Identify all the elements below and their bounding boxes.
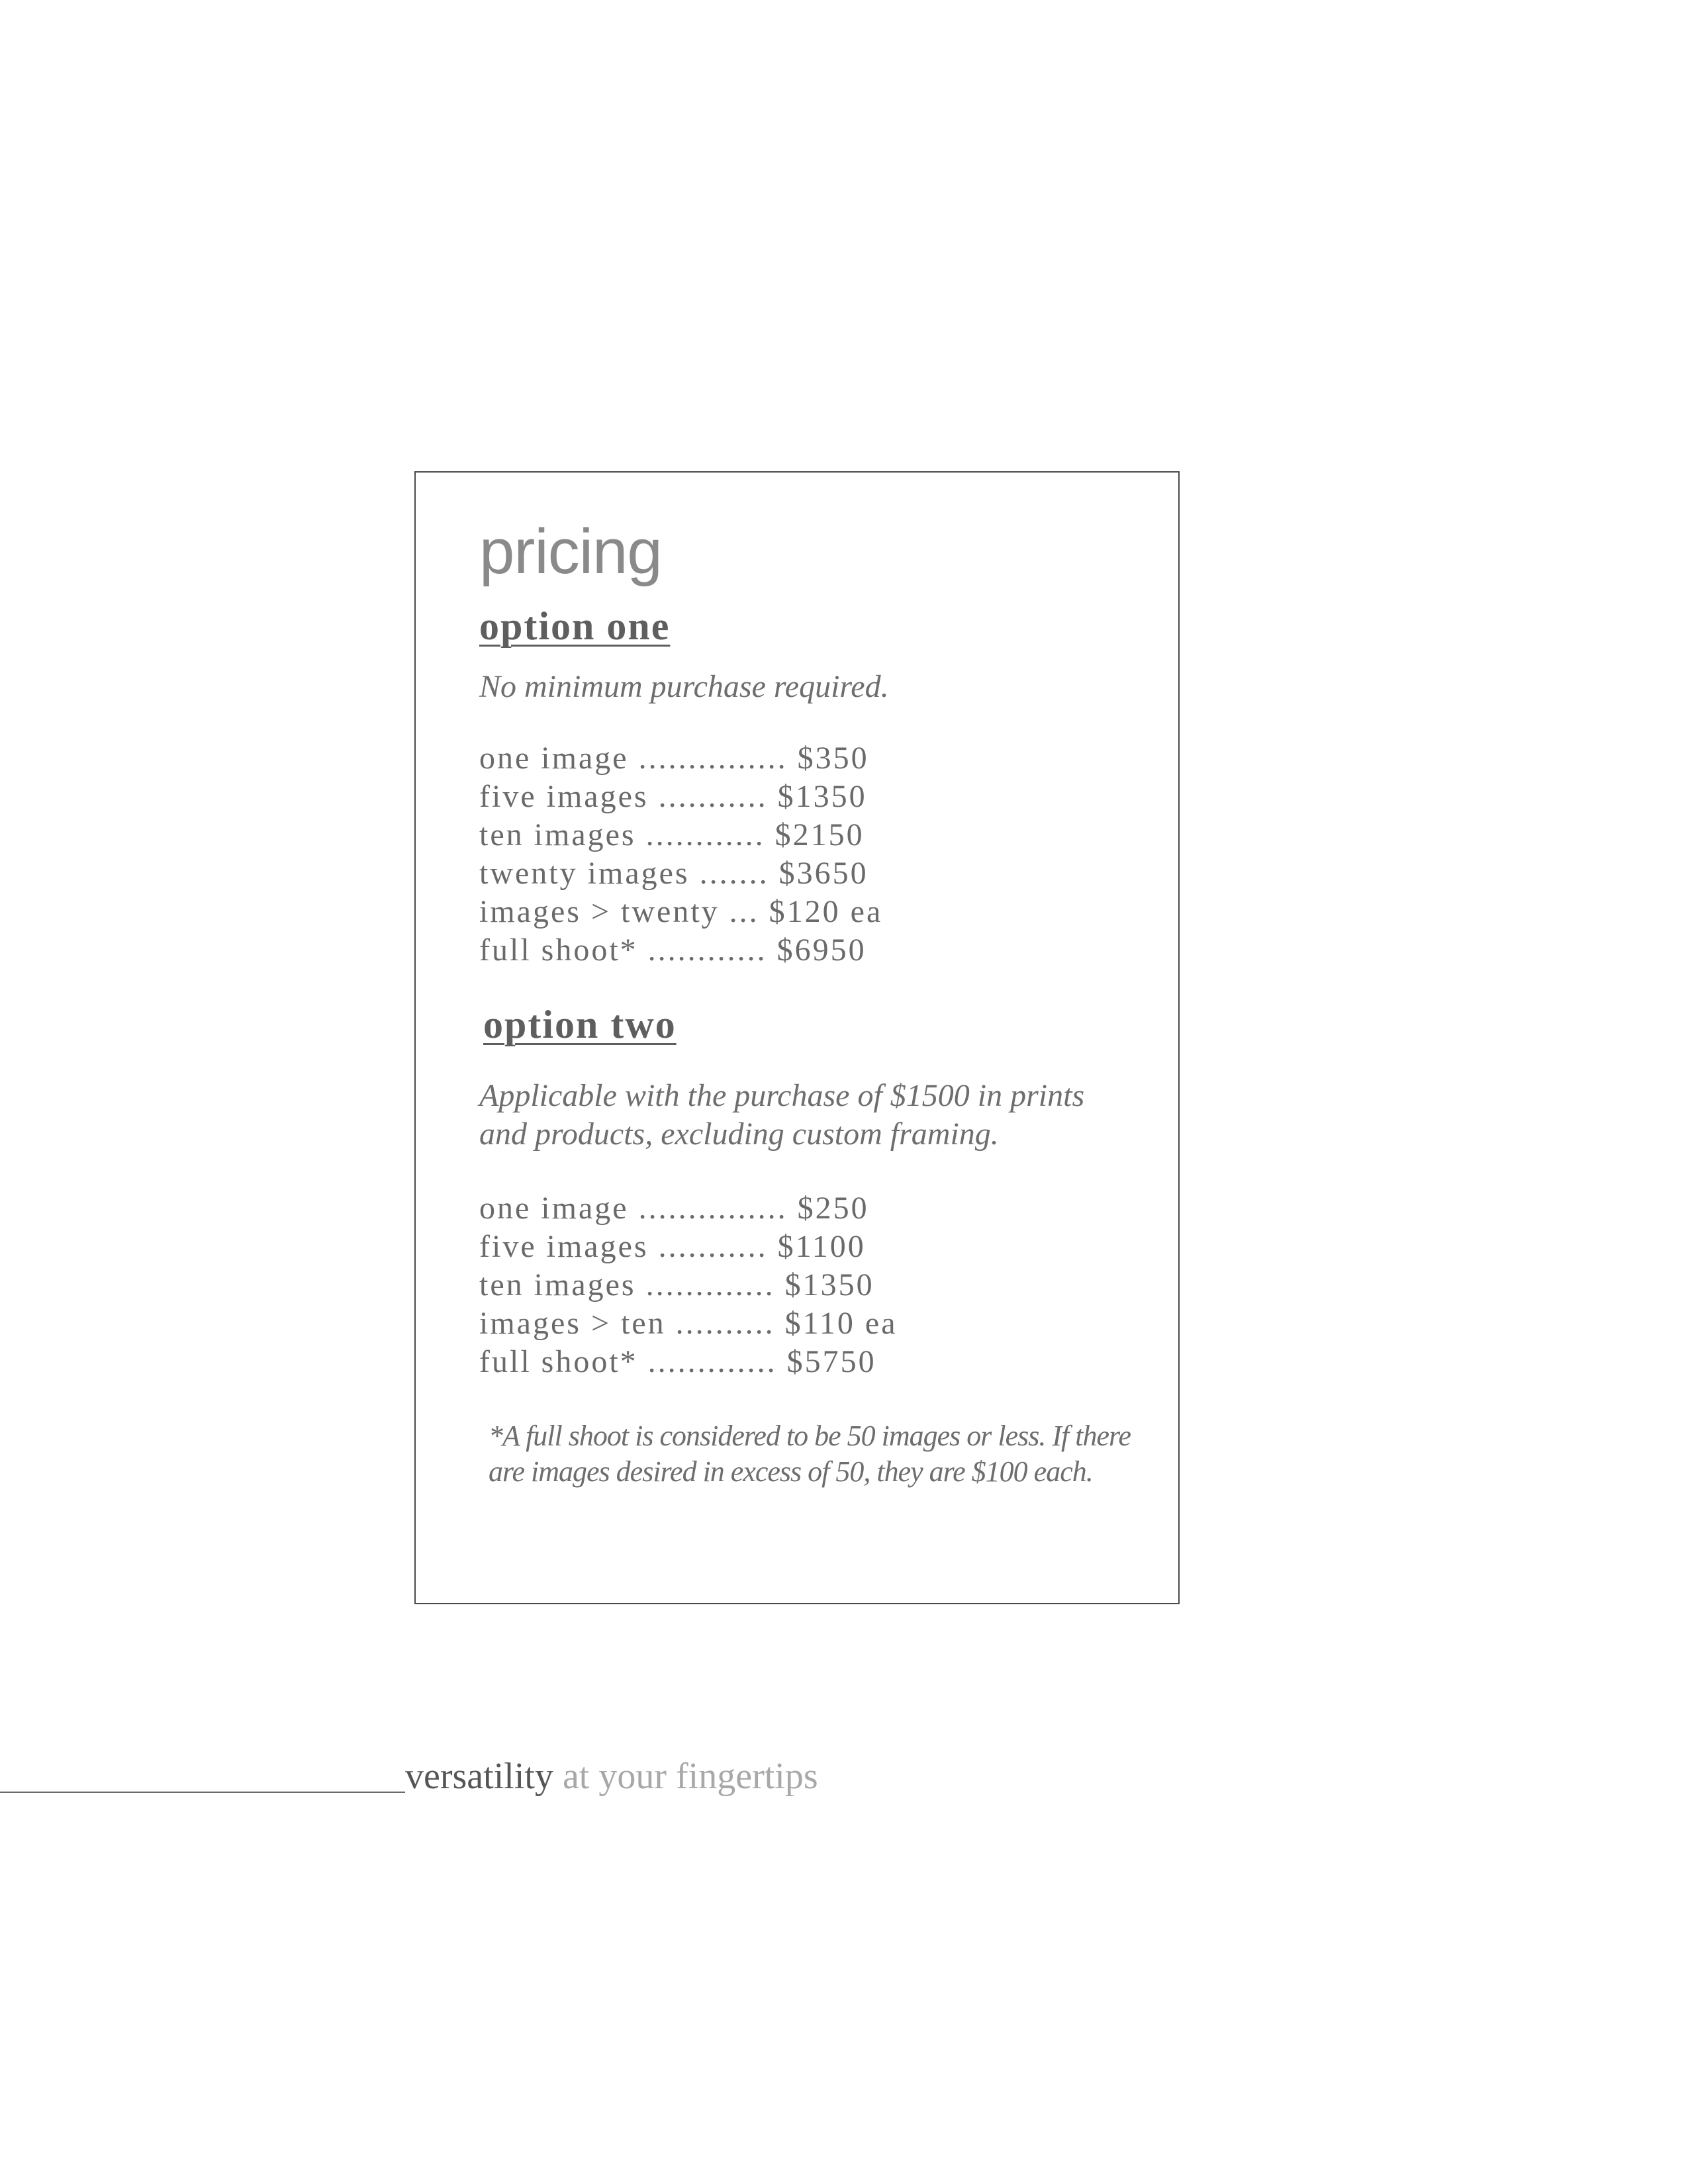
price-item: five images ........... $1350 [479, 778, 867, 814]
pricing-card [414, 471, 1180, 1604]
tagline-strong: versatility [405, 1756, 553, 1797]
price-item: full shoot* ............ $6950 [479, 932, 867, 968]
pricing-content [479, 516, 1139, 1490]
option-two-note: Applicable with the purchase of $1500 in prints and products, excluding custom framing. [479, 1077, 1085, 1152]
option-two-heading: option two [483, 1002, 677, 1046]
option-one-price-list [479, 739, 1139, 970]
page-title: pricing [479, 516, 662, 587]
price-item: images > ten .......... $110 ea [479, 1305, 898, 1341]
option-one-heading: option one [479, 604, 671, 648]
option-two-price-list [479, 1189, 1139, 1381]
price-item: one image ............... $350 [479, 740, 869, 776]
tagline-light: at your fingertips [553, 1756, 818, 1797]
price-item: twenty images ....... $3650 [479, 855, 868, 891]
price-item: images > twenty ... $120 ea [479, 893, 883, 929]
price-item: one image ............... $250 [479, 1190, 869, 1226]
option-one-note: No minimum purchase required. [479, 668, 889, 704]
price-item: five images ........... $1100 [479, 1228, 866, 1264]
footnote: *A full shoot is considered to be 50 images or less. If there are images desired in excess of 50, they are $100 each. [489, 1419, 1131, 1488]
price-item: ten images ............. $1350 [479, 1267, 874, 1302]
price-item: full shoot* ............. $5750 [479, 1343, 876, 1379]
price-item: ten images ............ $2150 [479, 817, 865, 852]
footer-divider [0, 1792, 405, 1793]
footer-tagline [405, 1758, 818, 1795]
